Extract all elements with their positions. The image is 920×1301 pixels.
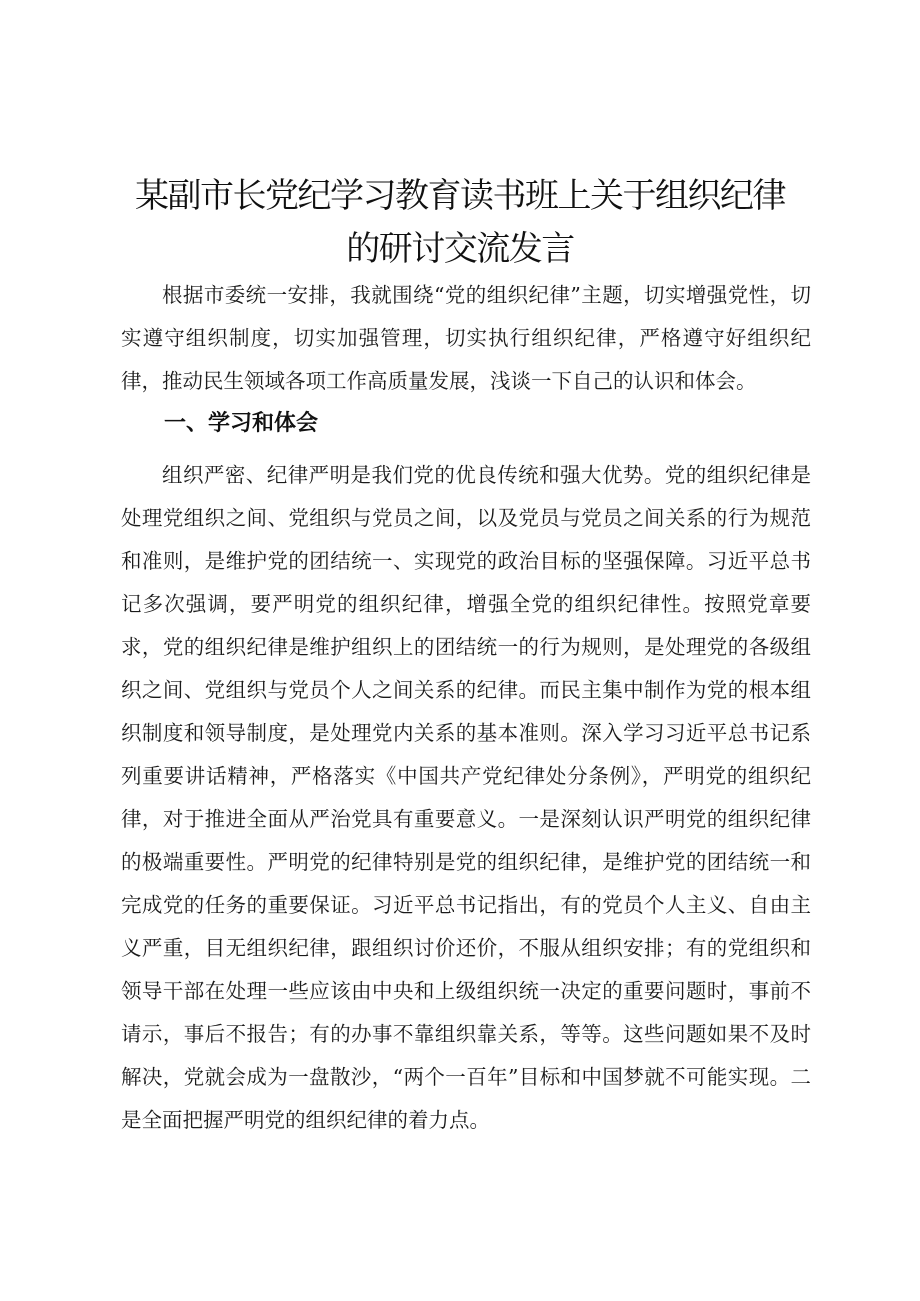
section-heading-1: 一、学习和体会	[164, 411, 319, 436]
document-title-line-2: 的研讨交流发言	[346, 229, 574, 269]
document-title-line-1: 某副市长党纪学习教育读书班上关于组织纪律	[135, 176, 785, 216]
intro-paragraph: 根据市委统一安排，我就围绕“党的组织纪律”主题，切实增强党性，切实遵守组织制度，切实加强管理，切实执行组织纪律，严格遵守好组织纪律，推动民生领域各项工作高质量发展，浅谈一下自己的认识和体会。	[121, 283, 811, 393]
section-1-paragraph: 组织严密、纪律严明是我们党的优良传统和强大优势。党的组织纪律是处理党组织之间、党组织与党员之间，以及党员与党员之间关系的行为规范和准则，是维护党的团结统一、实现党的政治目标的坚强保障。习近平总书记多次强调，要严明党的组织纪律，增强全党的组织纪律性。按照党章要求，党的组织纪律是维护组织上的团结统一的行为规则，是处理党的各级组织之间、党组织与党员个人之间关系的纪律。而民主集中制作为党的根本组织制度和领导制度，是处理党内关系的基本准则。深入学习习近平总书记系列重要讲话精神，严格落实《中国共产党纪律处分条例》，严明党的组织纪律，对于推进全面从严治党具有重要意义。一是深刻认识严明党的组织纪律的极端重要性。严明党的纪律特别是党的组织纪律，是维护党的团结统一和完成党的任务的重要保证。习近平总书记指出，有的党员个人主义、自由主义严重，目无组织纪律，跟组织讨价还价，不服从组织安排；有的党组织和领导干部在处理一些应该由中央和上级组织统一决定的重要问题时，事前不请示，事后不报告；有的办事不靠组织靠关系，等等。这些问题如果不及时解决，党就会成为一盘散沙，“两个一百年”目标和中国梦就不可能实现。二是全面把握严明党的组织纪律的着力点。	[121, 463, 811, 1132]
